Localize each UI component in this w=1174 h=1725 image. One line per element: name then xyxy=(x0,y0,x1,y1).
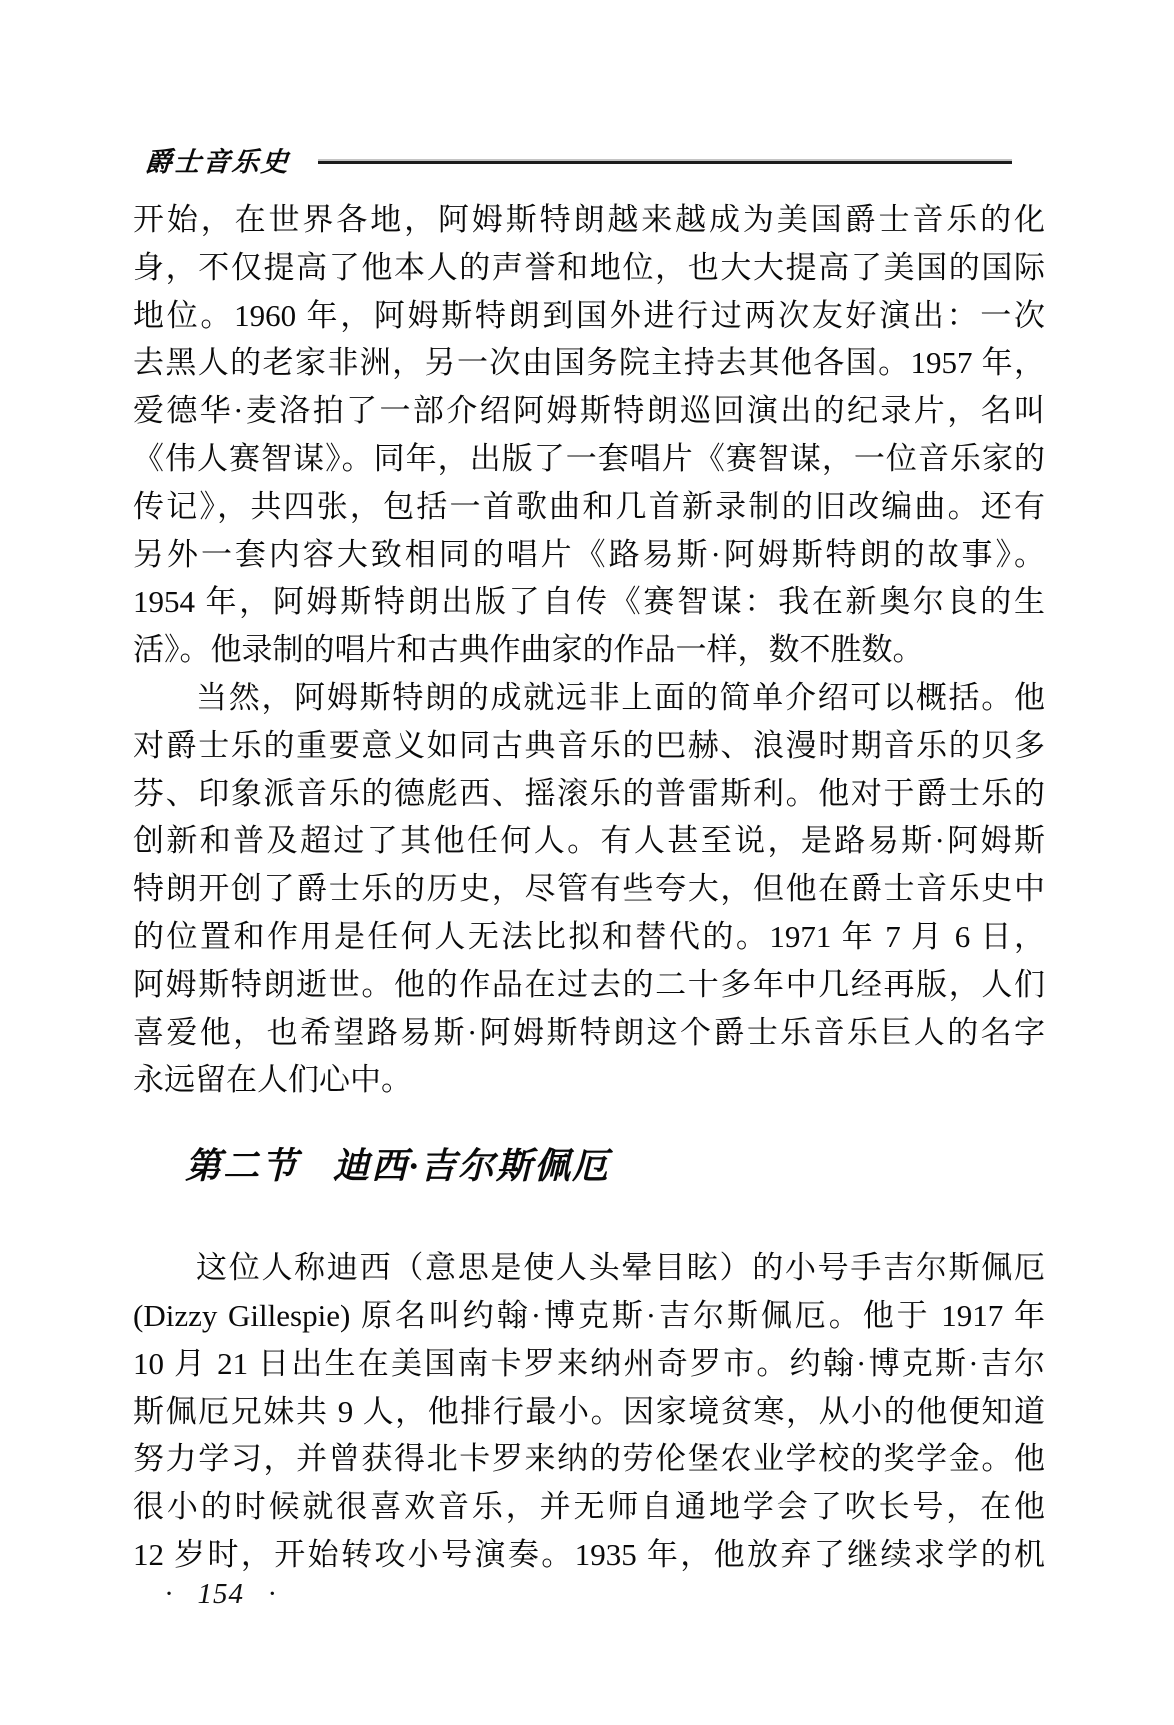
text-line: 地位。1960 年，阿姆斯特朗到国外进行过两次友好演出：一次 xyxy=(133,297,1045,333)
text-line: 这位人称迪西（意思是使人头晕目眩）的小号手吉尔斯佩厄 xyxy=(196,1250,1045,1286)
text-line: 很小的时候就很喜欢音乐，并无师自通地学会了吹长号，在他 xyxy=(133,1489,1045,1525)
header-rule xyxy=(318,161,1012,164)
text-line: 爱德华·麦洛拍了一部介绍阿姆斯特朗巡回演出的纪录片，名叫 xyxy=(133,393,1045,429)
text-line: 《伟人赛智谋》。同年，出版了一套唱片《赛智谋，一位音乐家的 xyxy=(133,440,1045,476)
paragraph-armstrong-legacy xyxy=(133,674,1045,1104)
text-line: 特朗开创了爵士乐的历史，尽管有些夸大，但他在爵士音乐史中 xyxy=(133,871,1045,907)
text-line: 身，不仅提高了他本人的声誉和地位，也大大提高了美国的国际 xyxy=(133,249,1045,285)
page-header xyxy=(145,140,1012,179)
text-line: 的位置和作用是任何人无法比拟和替代的。1971 年 7 月 6 日， xyxy=(133,918,1045,954)
paragraph-gillespie-intro xyxy=(133,1244,1045,1579)
text-line: 另外一套内容大致相同的唱片《路易斯·阿姆斯特朗的故事》。 xyxy=(133,536,1045,572)
page-number: · 154 · xyxy=(165,1578,277,1610)
text-line: 阿姆斯特朗逝世。他的作品在过去的二十多年中几经再版，人们 xyxy=(133,966,1045,1002)
text-line: 努力学习，并曾获得北卡罗来纳的劳伦堡农业学校的奖学金。他 xyxy=(133,1441,1045,1477)
text-line: 创新和普及超过了其他任何人。有人甚至说，是路易斯·阿姆斯 xyxy=(133,823,1045,859)
text-line: 对爵士乐的重要意义如同古典音乐的巴赫、浪漫时期音乐的贝多 xyxy=(133,727,1045,763)
text-line: 传记》，共四张，包括一首歌曲和几首新录制的旧改编曲。还有 xyxy=(133,488,1045,524)
text-line: 1954 年，阿姆斯特朗出版了自传《赛智谋：我在新奥尔良的生 xyxy=(133,584,1045,620)
text-line: 开始，在世界各地，阿姆斯特朗越来越成为美国爵士音乐的化 xyxy=(133,202,1045,237)
text-line: 当然，阿姆斯特朗的成就远非上面的简单介绍可以概括。他 xyxy=(196,679,1045,715)
text-line: 10 月 21 日出生在美国南卡罗来纳州奇罗市。约翰·博克斯·吉尔 xyxy=(133,1345,1045,1381)
paragraph-armstrong-fame xyxy=(133,196,1045,674)
text-line: 永远留在人们心中。 xyxy=(133,1062,412,1098)
text-line: 12 岁时，开始转攻小号演奏。1935 年，他放弃了继续求学的机 xyxy=(133,1536,1045,1572)
text-line: 斯佩厄兄妹共 9 人，他排行最小。因家境贫寒，从小的他便知道 xyxy=(133,1393,1045,1429)
text-line: 去黑人的老家非洲，另一次由国务院主持去其他各国。1957 年， xyxy=(133,345,1045,381)
text-line: (Dizzy Gillespie) 原名叫约翰·博克斯·吉尔斯佩厄。他于 1917 年 xyxy=(133,1297,1045,1333)
text-line: 喜爱他，也希望路易斯·阿姆斯特朗这个爵士乐音乐巨人的名字 xyxy=(133,1014,1045,1050)
running-head-book-title: 爵士音乐史 xyxy=(143,147,291,177)
page-body xyxy=(133,196,1045,1579)
text-line: 活》。他录制的唱片和古典作曲家的作品一样，数不胜数。 xyxy=(133,632,924,668)
section-number: 第二节 xyxy=(185,1146,300,1187)
section-heading xyxy=(185,1142,1045,1192)
text-line: 芬、印象派音乐的德彪西、摇滚乐的普雷斯利。他对于爵士乐的 xyxy=(133,775,1045,811)
section-title: 迪西·吉尔斯佩厄 xyxy=(333,1146,611,1187)
